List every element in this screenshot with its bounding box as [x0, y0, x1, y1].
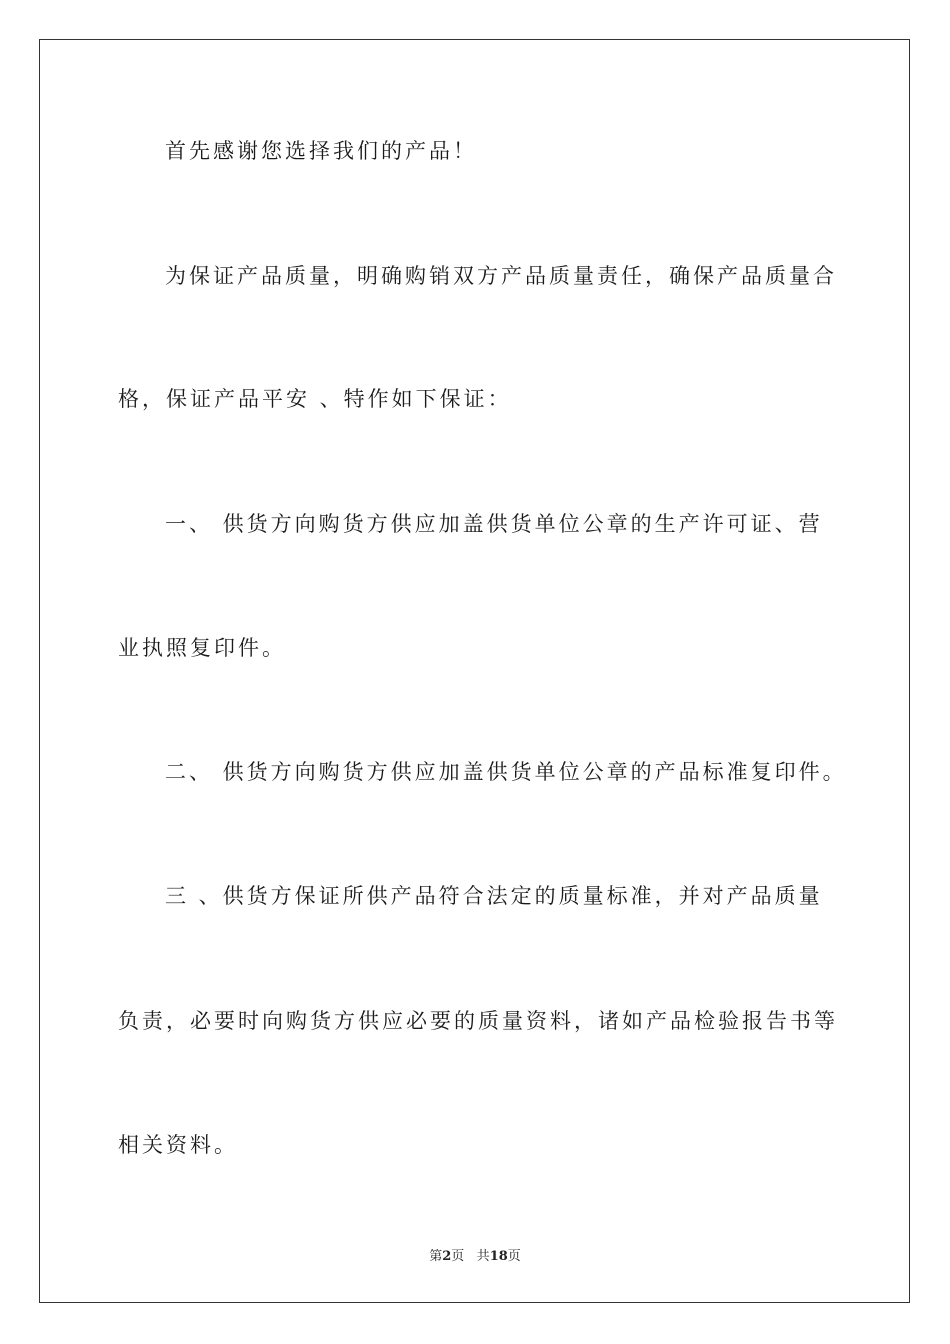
footer-page-suffix: 页 [451, 1249, 465, 1264]
paragraph-line-7: 三 、供货方保证所供产品符合法定的质量标准，并对产品质量 [165, 884, 823, 908]
footer-total-prefix: 共 [476, 1249, 490, 1264]
footer-total-suffix: 页 [507, 1249, 521, 1264]
paragraph-line-2: 为保证产品质量，明确购销双方产品质量责任，确保产品质量合 [165, 264, 837, 288]
paragraph-line-4: 一、 供货方向购货方供应加盖供货单位公章的生产许可证、营 [165, 512, 823, 536]
paragraph-line-1: 首先感谢您选择我们的产品！ [165, 139, 477, 163]
paragraph-line-8: 负责，必要时向购货方供应必要的质量资料，诸如产品检验报告书等 [118, 1009, 838, 1033]
paragraph-line-9: 相关资料。 [118, 1133, 238, 1157]
page-footer [0, 1248, 950, 1266]
paragraph-line-3: 格，保证产品平安 、特作如下保证： [118, 387, 512, 411]
footer-total-pages: 18 [489, 1249, 508, 1264]
footer-page-number: 2 [442, 1249, 452, 1264]
page-border [39, 39, 910, 1303]
paragraph-line-5: 业执照复印件。 [118, 636, 286, 660]
paragraph-line-6: 二、 供货方向购货方供应加盖供货单位公章的产品标准复印件。 [165, 760, 847, 784]
footer-page-prefix: 第 [429, 1249, 443, 1264]
